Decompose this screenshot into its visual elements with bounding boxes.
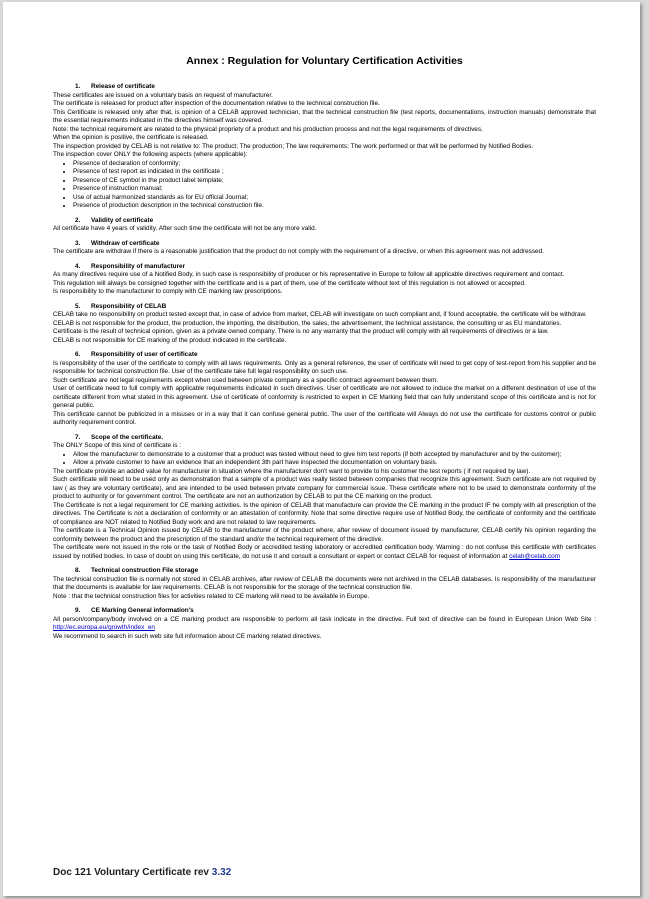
section-1-paragraph: These certificates are issued on a voluntary basis on request of manufacturer. — [53, 91, 273, 99]
section-3-paragraph: The certificate are withdraw if there is a reasonable justification that the product do not comply with the requirement of a directive, or when this agreement was not addressed. — [53, 248, 544, 255]
section-5-paragraph: CELAB is not responsible for CE marking of the product indicated in the certificate. — [53, 336, 287, 344]
section-9-paragraph: We recommend to search in such web site full information about CE marking related directives. — [53, 632, 322, 640]
section-1-paragraph: This Certificate is released only after that, is opinion of a CELAB approved technician, that the technical construction file (test reports, documentations, instruction manuals) demonstrate that the essential requirements indicated in the directives himself was covered. — [53, 108, 596, 124]
section-6-paragraph: Such certificate are not legal requirements except when used between private company as a specific contract agreement between them. — [53, 376, 439, 384]
document-page — [3, 2, 640, 896]
section-1-paragraph: The inspection cover ONLY the following aspects (where applicable): — [53, 151, 248, 158]
list-item: • Allow a private customer to have an evidence that an independent 3th part have inspected the documentation on voluntary basis. — [73, 459, 596, 468]
section-1-paragraph: When the opinion is positive, the certificate is released. — [53, 134, 209, 141]
section-1-bullet-list — [53, 160, 596, 211]
document-content — [53, 54, 596, 641]
section-1-heading: 1. Release of certificate — [75, 83, 155, 90]
section-9-heading: 9. CE Marking General information's — [75, 607, 194, 614]
list-item: • Allow the manufacturer to demonstrate to a customer that a product was tested without need to give him test reports (if both accepted by manufacturer and by the customer); — [73, 451, 596, 460]
section-4-paragraph: As many directives require use of a Notified Body, in such case is responsibility of producer or his representative in Europe to follow all applicable directives requirement and contact. — [53, 271, 565, 278]
section-5-paragraph: Certificate is the result of technical opinion, given as a private owned company. There is no any warranty that the product will comply with all requirements of directives or a law. — [53, 328, 549, 335]
list-item: • Presence of CE symbol in the product label template; — [73, 177, 596, 186]
section-4-paragraph: This regulation will always be consigned together with the certificate and is a part of them, use of the certificate without text of this regulation is not allowed or accepted. — [53, 279, 526, 287]
section-2-heading: 2. Validity of certificate — [75, 216, 154, 224]
section-8-heading: 8. Technical construction File storage — [75, 567, 199, 574]
revision-number: 3.32 — [211, 867, 232, 878]
section-7-paragraph: The certificate were not issued in the role or the task of Notified Body or accredited testing laboratory or accredited certification body. Warning : do not confuse this certificate with certificates issued by notified bodies. In case of doubt on using this certificate, do not use it and consult a consultant or expert or contact CELAB for request of information at celab@celab.com — [53, 544, 596, 560]
list-item: • Presence of declaration of conformity; — [73, 160, 596, 169]
section-8-paragraph: Note : that the technical construction files for activities related to CE marking will need to be available in Europe. — [53, 592, 370, 600]
section-5-paragraph: CELAB take no responsibility on product tested except that, in case of advice from market, CELAB will investigate on such compliant and, if found acceptable, the certificate will be withdraw. — [53, 311, 587, 318]
section-1-paragraph: The inspection provided by CELAB is not relative to: The product; The production; The law requirements; The work performed or that will be performed by Notified Bodies. — [53, 142, 534, 150]
section-7-bullet-list — [53, 451, 596, 468]
list-item: • Presence of instruction manual; — [73, 185, 596, 194]
section-7-paragraph: The ONLY Scope of this kind of certificate is : — [53, 442, 181, 449]
section-4-paragraph: Is responsibility to the manufacturer to comply with CE marking law prescriptions. — [53, 288, 283, 295]
list-item: • Use of actual harmonized standards as for EU official Journal; — [73, 194, 596, 203]
section-1-paragraph: Note: the technical requirement are related to the physical propriety of a product and his production process and not the legal requirements of directives. — [53, 125, 483, 133]
section-5-paragraph: CELAB is not responsible for the product, the production, the importing, the distribution, the sales, the advertisement, the technical assistance, the consulting or as EU mandatories. — [53, 319, 562, 327]
list-item: • Presence of test report as indicated in the certificate ; — [73, 168, 596, 177]
section-6-heading: 6. Responsibility of user of certificate — [75, 351, 198, 358]
section-7-heading: 7. Scope of the certificate. — [75, 433, 164, 441]
section-7-paragraph: The certificate provide an added value for manufacturer in situation where the manufacturer don't want to provide to his customer the test reports ( if not required by law). — [53, 467, 531, 475]
section-6-paragraph: User of certificate need to full comply with applicable requirements indicated in such directives. User of certificate are not allowed to induce the market on a different destination of use of the certificate different from what stated in this agreement. Use of certificate of conformity is restricted to expert in CE Marking field that can fully understand scope of this certificate and is not for general public. — [53, 385, 596, 409]
section-7-paragraph: Such certificate will need to be used only as demonstration that a sample of a product was really tested between companies that recognize this agreement. Such certificate are not required by law ( as they are voluntary certificate), and are intended to be used between private company for commercial issue. These certificate where not to be used to demonstrate conformity of the product to authority or for government control. The certificate are not an authorization by CELAB to put the CE marking on the product. — [53, 476, 596, 500]
section-7-paragraph: The Certificate is not a legal requirement for CE marking activities. Is the opinion of CELAB that manufacture can provide the CE marking in the product IF he comply with all prescription of the directives. The Certificate is not a declaration of conformity or an attestation of conformity. Note that some directive require use of Notified Body, the certificate of conformity and the certificate of compliance are NOT related to Notified Body work and are not related to law requirements. — [53, 501, 596, 526]
section-6-paragraph: Is responsibility of the user of the certificate to comply with all laws requirements. Only as a general reference, the user of certificate will need to get copy of test-report from his supplier and be responsible for technical construction file. User of the certificate take full legal responsibility on such use. — [53, 359, 596, 375]
section-5-heading: 5. Responsibility of CELAB — [75, 302, 167, 310]
eu-website-link[interactable]: http://ec.europa.eu/growth/index_en — [53, 624, 155, 631]
section-7-paragraph: The certificate is a Technical Opinion issued by CELAB to the manufacturer of the product where, after review of document issued by manufacturer, CELAB certify his opinion regarding the conformity between the product and the prescription of the standard and/or the technical requirement of the directive. — [53, 527, 596, 543]
section-9-paragraph: All person/company/body involved on a CE marking product are responsible to perform all task indicate in the directive. Full text of directive can be found in European Union Web Site : http://ec.europa.eu/growth/index_en — [53, 615, 596, 631]
footer-label: Doc 121 Voluntary Certificate rev — [53, 867, 209, 878]
section-6-paragraph: This certificate cannot be publicized in a misuses or in a way that it can confuse general public. The user of the certificate will Always do not use the certificate for customs control or public authority requirement control. — [53, 410, 596, 426]
document-footer — [53, 867, 231, 878]
section-8-paragraph: The technical construction file is normally not stored in CELAB archives, after review of CELAB the documents were not archived in the CELAB databases. Is responsibility of the manufacturer that the documents is available for law requirements. CELAB is not responsible for the storage of the technical construction file. — [53, 575, 596, 591]
section-4-heading: 4. Responsibility of manufacturer — [75, 262, 186, 270]
section-1-paragraph: The certificate is released for product after inspection of the documentation relative to the technical construction file. — [53, 100, 380, 107]
section-3-heading: 3. Withdraw of certificate — [75, 239, 160, 247]
email-link[interactable]: celab@celab.com — [509, 552, 561, 560]
list-item: • Presence of production description in the technical construction file. — [73, 202, 596, 211]
section-2-paragraph: All certificate have 4 years of validity. After such time the certificate will not be any more valid. — [53, 225, 317, 232]
document-title: Annex : Regulation for Voluntary Certification Activities — [186, 55, 463, 67]
